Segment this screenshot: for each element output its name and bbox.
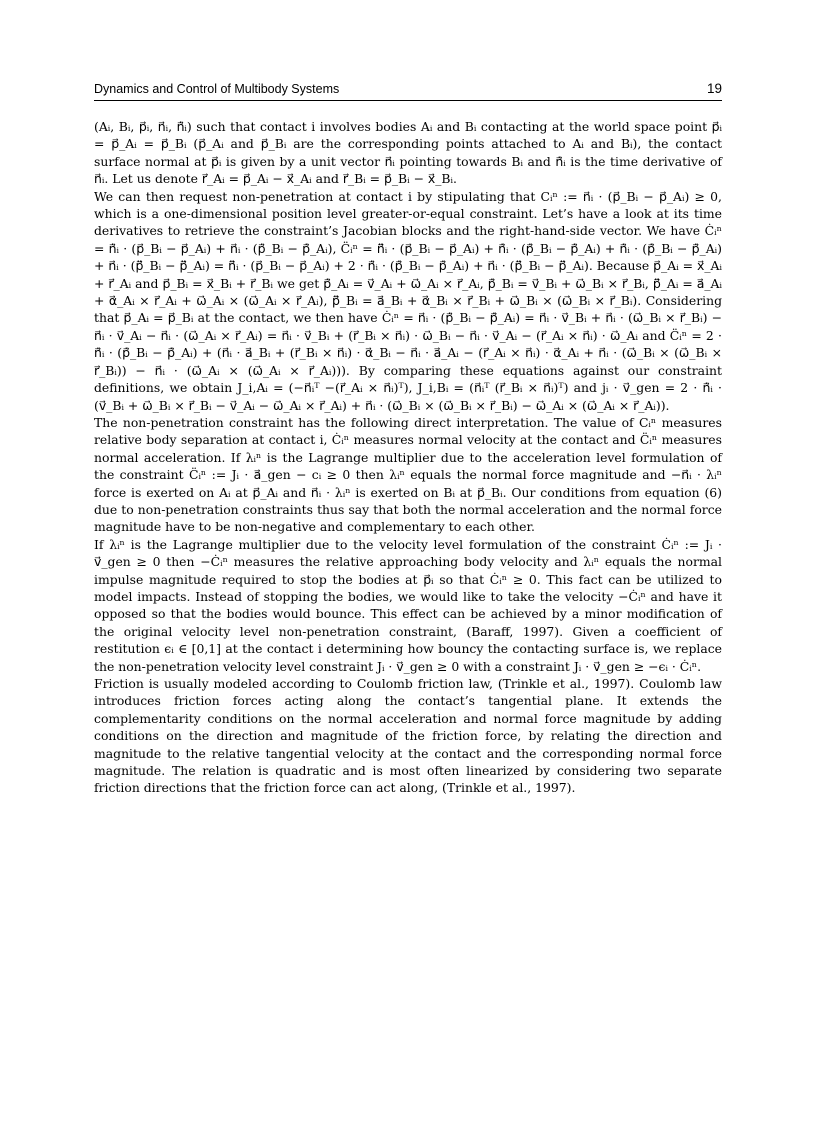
- paragraph-friction: Friction is usually modeled according to Coulomb friction law, (Trinkle et al., 1997). Coulomb law introduces friction forces acting along the contact’s tangential plane. It extends the complementarity conditions on the normal acceleration and normal force magnitude by adding conditions on the direction and magnitude of the friction force, by relating the direction and magnitude to the relative tangential velocity at the contact and the corresponding normal force magnitude. The relation is quadratic and is most often linearized by considering two separate friction directions that the friction force can act along, (Trinkle et al., 1997).: [94, 676, 722, 796]
- paragraph-non-penetration-derivation: We can then request non-penetration at contact i by stipulating that Cᵢⁿ := n⃗ᵢ · (p⃗_Bᵢ − p⃗_Aᵢ) ≥ 0, which is a one-dimensional position level greater-or-equal constraint. Let’s have a look at its time derivatives to retrieve the constraint’s Jacobian blocks and the right-hand-side vector. We have Ċᵢⁿ = n⃗̇ᵢ · (p⃗_Bᵢ − p⃗_Aᵢ) + n⃗ᵢ · (p⃗̇_Bᵢ − p⃗̇_Aᵢ), C̈ᵢⁿ = n⃗̈ᵢ · (p⃗_Bᵢ − p⃗_Aᵢ) + n⃗̇ᵢ · (p⃗̇_Bᵢ − p⃗̇_Aᵢ) + n⃗̇ᵢ · (p⃗̇_Bᵢ − p⃗̇_Aᵢ) + n⃗ᵢ · (p⃗̈_Bᵢ − p⃗̈_Aᵢ) = n⃗̈ᵢ · (p⃗_Bᵢ − p⃗_Aᵢ) + 2 · n⃗̇ᵢ · (p⃗̇_Bᵢ − p⃗̇_Aᵢ) + n⃗ᵢ · (p⃗̈_Bᵢ − p⃗̈_Aᵢ). Because p⃗_Aᵢ = x⃗_Aᵢ + r⃗_Aᵢ and p⃗_Bᵢ = x⃗_Bᵢ + r⃗_Bᵢ we get p⃗̇_Aᵢ = v⃗_Aᵢ + ω⃗_Aᵢ × r⃗_Aᵢ, p⃗̇_Bᵢ = v⃗_Bᵢ + ω⃗_Bᵢ × r⃗_Bᵢ, p⃗̈_Aᵢ = a⃗_Aᵢ + α⃗_Aᵢ × r⃗_Aᵢ + ω⃗_Aᵢ × (ω⃗_Aᵢ × r⃗_Aᵢ), p⃗̈_Bᵢ = a⃗_Bᵢ + α⃗_Bᵢ × r⃗_Bᵢ + ω⃗_Bᵢ × (ω⃗_Bᵢ × r⃗_Bᵢ). Considering that p⃗_Aᵢ = p⃗_Bᵢ at the contact, we then have Ċᵢⁿ = n⃗ᵢ · (p⃗̇_Bᵢ − p⃗̇_Aᵢ) = n⃗ᵢ · v⃗_Bᵢ + n⃗ᵢ · (ω⃗_Bᵢ × r⃗_Bᵢ) − n⃗ᵢ · v⃗_Aᵢ − n⃗ᵢ · (ω⃗_Aᵢ × r⃗_Aᵢ) = n⃗ᵢ · v⃗_Bᵢ + (r⃗_Bᵢ × n⃗ᵢ) · ω⃗_Bᵢ − n⃗ᵢ · v⃗_Aᵢ − (r⃗_Aᵢ × n⃗ᵢ) · ω⃗_Aᵢ and C̈ᵢⁿ = 2 · n⃗̇ᵢ · (p⃗̇_Bᵢ − p⃗̇_Aᵢ) + (n⃗ᵢ · a⃗_Bᵢ + (r⃗_Bᵢ × n⃗ᵢ) · α⃗_Bᵢ − n⃗ᵢ · a⃗_Aᵢ − (r⃗_Aᵢ × n⃗ᵢ) · α⃗_Aᵢ + n⃗ᵢ · (ω⃗_Bᵢ × (ω⃗_Bᵢ × r⃗_Bᵢ)) − n⃗ᵢ · (ω⃗_Aᵢ × (ω⃗_Aᵢ × r⃗_Aᵢ))). By comparing these equations against our constraint definitions, we obtain J_i,Aᵢ = (−n⃗ᵢᵀ −(r⃗_Aᵢ × n⃗ᵢ)ᵀ), J_i,Bᵢ = (n⃗ᵢᵀ (r⃗_Bᵢ × n⃗ᵢ)ᵀ) and jᵢ · v⃗_gen = 2 · n⃗̇ᵢ · (v⃗_Bᵢ + ω⃗_Bᵢ × r⃗_Bᵢ − v⃗_Aᵢ − ω⃗_Aᵢ × r⃗_Aᵢ) + n⃗ᵢ · (ω⃗_Bᵢ × (ω⃗_Bᵢ × r⃗_Bᵢ) − ω⃗_Aᵢ × (ω⃗_Aᵢ × r⃗_Aᵢ)).: [94, 188, 722, 413]
- paragraph-impacts: If λᵢⁿ is the Lagrange multiplier due to the velocity level formulation of the constraint Ċᵢⁿ := Jᵢ · v⃗_gen ≥ 0 then −Ċᵢⁿ measures the relative approaching body velocity and λᵢⁿ equals the normal impulse magnitude required to stop the bodies at p⃗ᵢ so that Ċᵢⁿ ≥ 0. This fact can be utilized to model impacts. Instead of stopping the bodies, we would like to take the velocity −Ċᵢⁿ and have it opposed so that the bodies would bounce. This effect can be achieved by a minor modification of the original velocity level non-penetration constraint, (Baraff, 1997). Given a coefficient of restitution ϵᵢ ∈ [0,1] at the contact i determining how bouncy the contacting surface is, we replace the non-penetration velocity level constraint Jᵢ · v⃗_gen ≥ 0 with a constraint Jᵢ · v⃗_gen ≥ −ϵᵢ · Ċᵢⁿ.: [94, 536, 722, 674]
- page-number: 19: [706, 81, 722, 96]
- paragraph-contact-definition: (Aᵢ, Bᵢ, p⃗ᵢ, n⃗ᵢ, n⃗̇ᵢ) such that contact i involves bodies Aᵢ and Bᵢ contacting at the world space point p⃗ᵢ = p⃗_Aᵢ = p⃗_Bᵢ (p⃗_Aᵢ and p⃗_Bᵢ are the corresponding points attached to Aᵢ and Bᵢ), the contact surface normal at p⃗ᵢ is given by a unit vector n⃗ᵢ pointing towards Bᵢ and n⃗̇ᵢ is the time derivative of n⃗ᵢ. Let us denote r⃗_Aᵢ = p⃗_Aᵢ − x⃗_Aᵢ and r⃗_Bᵢ = p⃗_Bᵢ − x⃗_Bᵢ.: [94, 119, 722, 187]
- paragraph-interpretation: The non-penetration constraint has the following direct interpretation. The value of Cᵢⁿ measures relative body separation at contact i, Ċᵢⁿ measures normal velocity at the contact and C̈ᵢⁿ measures normal acceleration. If λᵢⁿ is the Lagrange multiplier due to the acceleration level formulation of the constraint C̈ᵢⁿ := Jᵢ · a⃗_gen − cᵢ ≥ 0 then λᵢⁿ equals the normal force magnitude and −n⃗ᵢ · λᵢⁿ force is exerted on Aᵢ at p⃗_Aᵢ and n⃗ᵢ · λᵢⁿ is exerted on Bᵢ at p⃗_Bᵢ. Our conditions from equation (6) due to non-penetration constraints thus say that both the normal acceleration and the normal force magnitude have to be non-negative and complementary to each other.: [94, 414, 722, 535]
- header-title: Dynamics and Control of Multibody Systems: [94, 82, 340, 96]
- running-header: [94, 80, 722, 101]
- body-text: [94, 118, 722, 797]
